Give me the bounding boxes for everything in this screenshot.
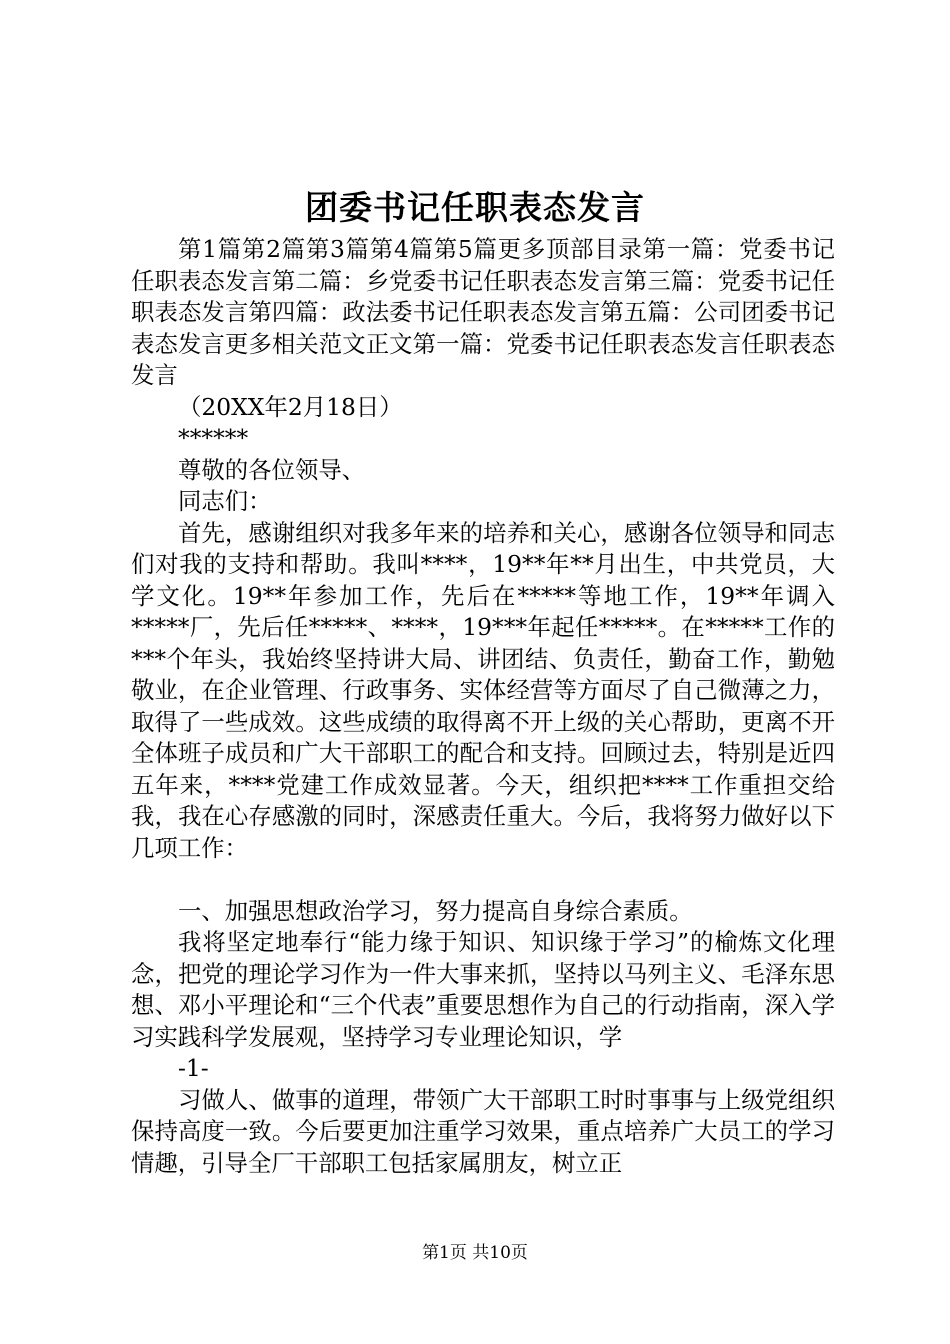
paragraph-date: （20XX年2月18日） bbox=[178, 392, 403, 421]
paragraph-name-placeholder: ****** bbox=[178, 424, 249, 452]
document-body bbox=[131, 234, 835, 1179]
page-footer: 第1页 共10页 bbox=[422, 1243, 528, 1263]
paragraph-spacer bbox=[131, 864, 835, 896]
paragraph-study-commitment: 我将坚定地奉行“能力缘于知识、知识缘于学习”的榆炼文化理念，把党的理论学习作为一件大事来抓，坚持以马列主义、毛泽东思想、邓小平理论和“三个代表”重要思想作为自己的行动指南，深入学习实践科学发展观，坚持学习专业理论知识，学 bbox=[131, 928, 835, 1051]
paragraph-inline-page-number: -1- bbox=[178, 1054, 209, 1082]
paragraph-introduction: 首先，感谢组织对我多年来的培养和关心，感谢各位领导和同志们对我的支持和帮助。我叫****，19**年**月出生，中共党员，大学文化。19**年参加工作，先后在*****等地工作，19**年调入*****厂，先后任*****、****，19***年起任*****。在*****工作的***个年头，我始终坚持讲大局、讲团结、负责任，勤奋工作，勤勉敬业，在企业管理、行政事务、实体经营等方面尽了自己微薄之力，取得了一些成效。这些成绩的取得离不开上级的关心帮助，更离不开全体班子成员和广大干部职工的配合和支持。回顾过去，特别是近四五年来，****党建工作成效显著。今天，组织把****工作重担交给我，我在心存感激的同时，深感责任重大。今后，我将努力做好以下几项工作： bbox=[131, 518, 835, 862]
document-title: 团委书记任职表态发言 bbox=[305, 188, 645, 227]
paragraph-table-of-contents: 第1篇第2篇第3篇第4篇第5篇更多顶部目录第一篇：党委书记任职表态发言第二篇：乡党委书记任职表态发言第三篇：党委书记任职表态发言第四篇：政法委书记任职表态发言第五篇：公司团委书记表态发言更多相关范文正文第一篇：党委书记任职表态发言任职表态发言 bbox=[131, 235, 835, 389]
paragraph-section-heading: 一、加强思想政治学习，努力提高自身综合素质。 bbox=[178, 896, 693, 925]
paragraph-continuation: 习做人、做事的道理，带领广大干部职工时时事事与上级党组织保持高度一致。今后要更加注重学习效果，重点培养广大员工的学习情趣，引导全厂干部职工包括家属朋友，树立正 bbox=[131, 1085, 835, 1177]
paragraph-salutation: 尊敬的各位领导、 bbox=[178, 455, 366, 484]
paragraph-salutation-continued: 同志们： bbox=[178, 487, 272, 515]
